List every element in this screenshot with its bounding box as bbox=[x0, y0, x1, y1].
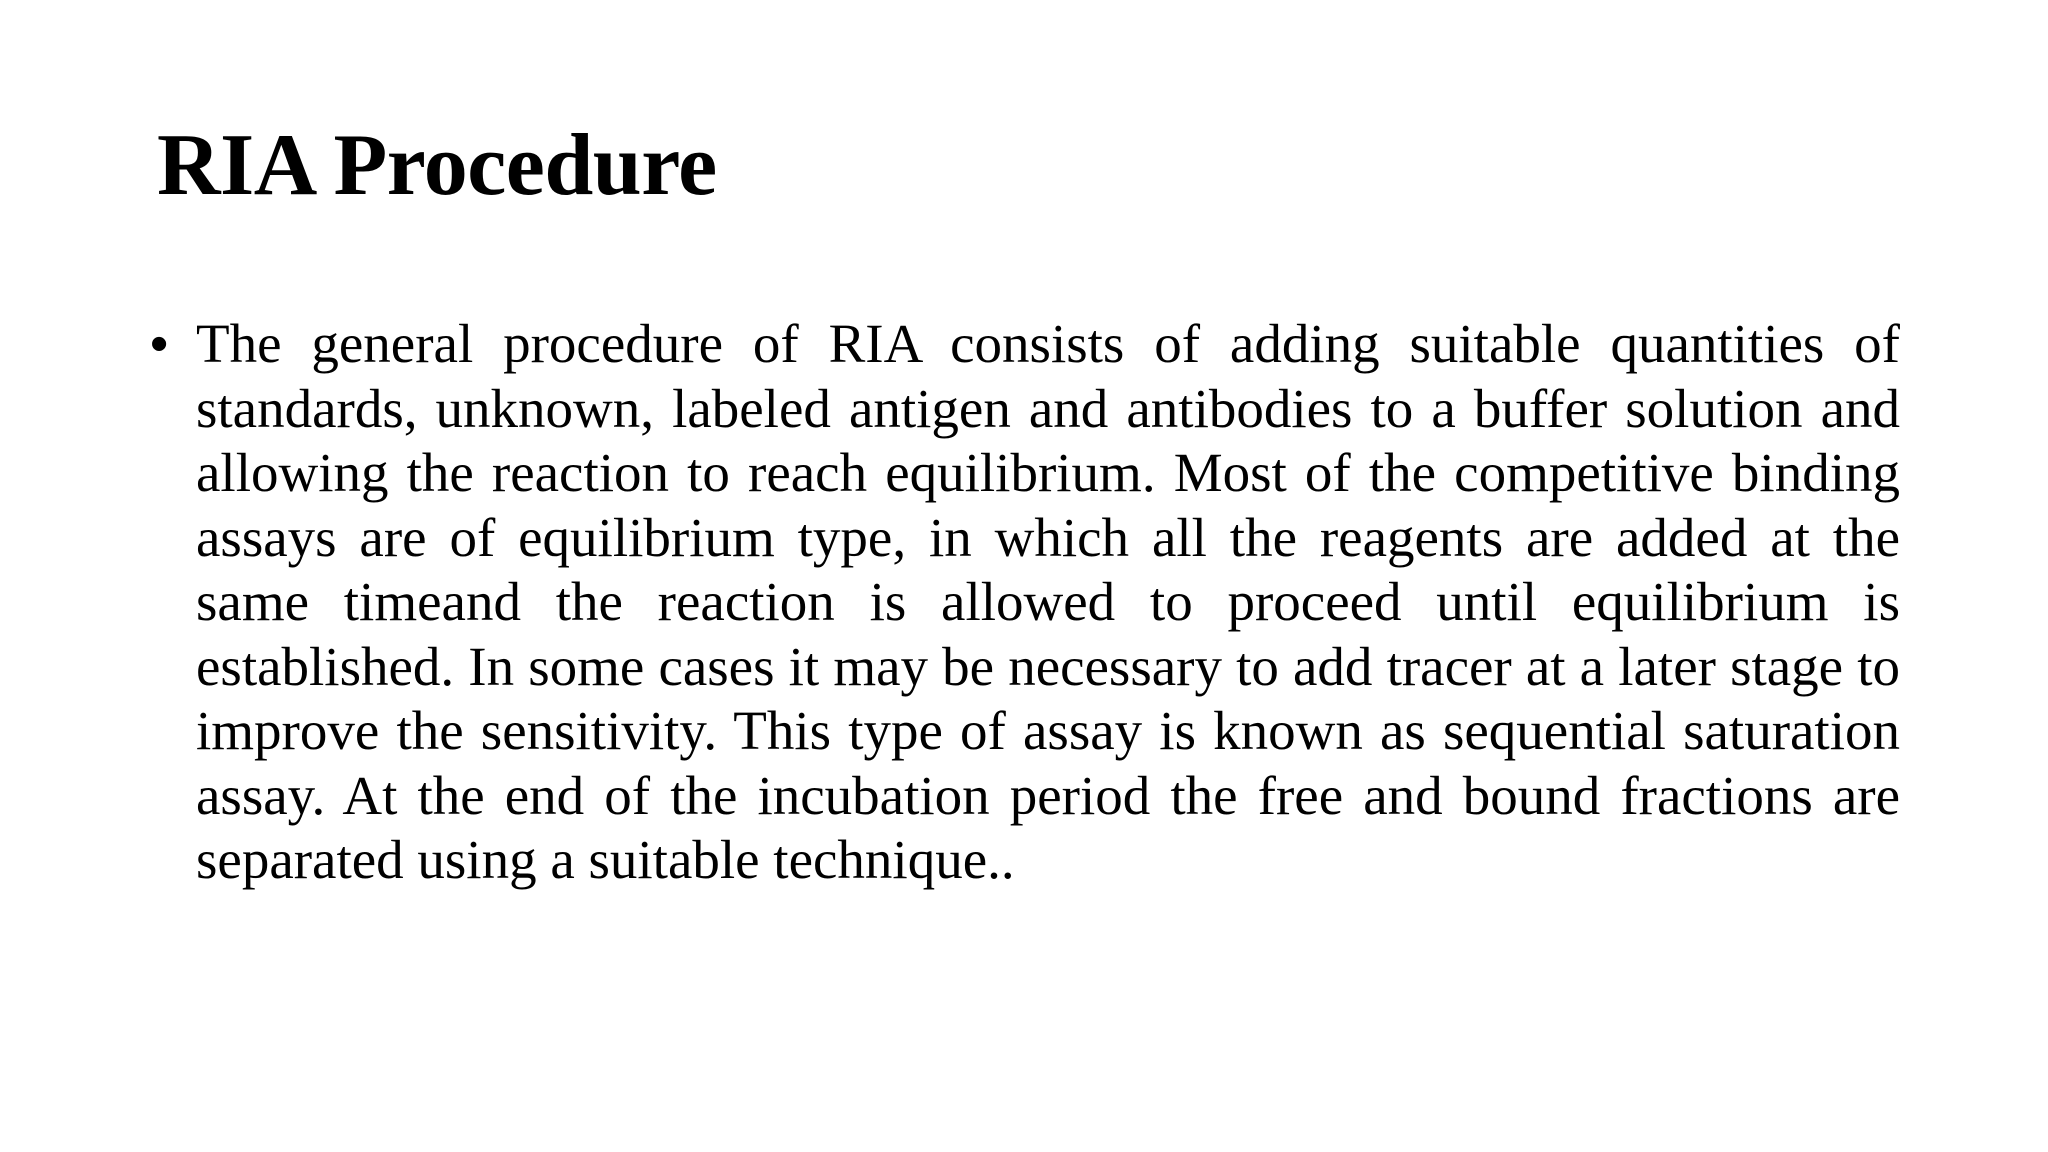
slide-title: RIA Procedure bbox=[157, 117, 717, 214]
bullet-list bbox=[150, 312, 1900, 893]
bullet-item bbox=[150, 312, 1900, 893]
bullet-text: The general procedure of RIA consists of adding suitable quantities of standards, unknown, labeled antigen and antibodies to a buffer solution and allowing the reaction to reach equilibrium. Most of the competitive binding assays are of equilibrium type, in which all the reagents are added at the same timeand the reaction is allowed to proceed until equilibrium is established. In some cases it may be necessary to add tracer at a later stage to improve the sensitivity. This type of assay is known as sequential saturation assay. At the end of the incubation period the free and bound fractions are separated using a suitable technique.. bbox=[196, 313, 1900, 890]
bullet-marker: • bbox=[150, 315, 169, 373]
